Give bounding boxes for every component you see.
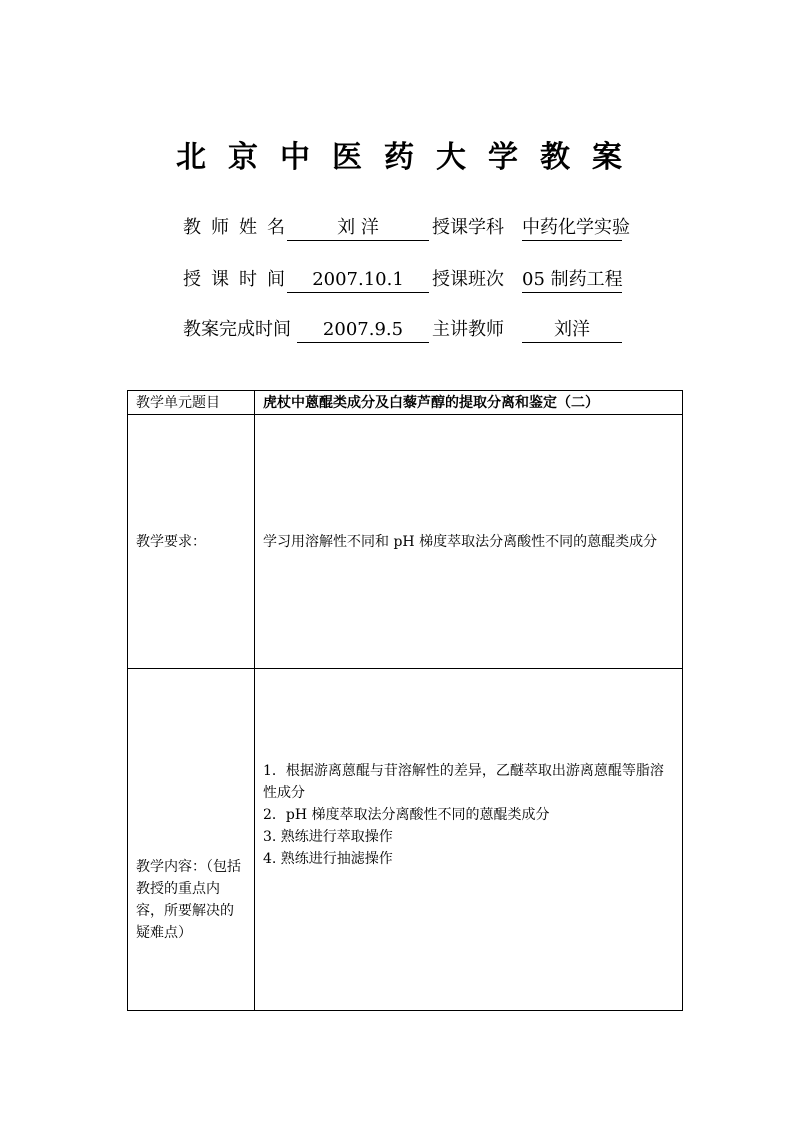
lecturer-label: 主讲教师 [432,319,504,340]
class-value: 05 制药工程 [522,266,622,293]
done-row [183,316,643,344]
content-item: 3. 熟练进行萃取操作 [263,828,393,845]
page-title: 北京中医药大学教案 [176,140,644,175]
unit-value: 虎杖中蒽醌类成分及白藜芦醇的提取分离和鉴定（二） [255,391,683,415]
teacher-row [183,214,643,242]
time-row [183,266,643,294]
teacher-label: 教师姓名 [183,217,295,238]
subject-label: 授课学科 [432,217,504,238]
content-item: 4. 熟练进行抽滤操作 [263,850,393,867]
done-label: 教案完成时间 [183,319,291,340]
unit-label: 教学单元题目 [128,391,255,415]
requirement-value: 学习用溶解性不同和 pH 梯度萃取法分离酸性不同的蒽醌类成分 [255,415,683,669]
content-list [263,760,674,870]
time-value: 2007.10.1 [287,266,429,293]
requirement-label: 教学要求： [128,415,255,669]
teacher-value: 刘 洋 [287,214,429,241]
lecturer-value: 刘洋 [522,316,622,343]
content-item: 1．根据游离蒽醌与苷溶解性的差异，乙醚萃取出游离蒽醌等脂溶性成分 [263,762,664,801]
content-cell [255,669,683,1011]
content-item: 2．pH 梯度萃取法分离酸性不同的蒽醌类成分 [263,806,550,823]
content-label: 教学内容：（包括教授的重点内容，所要解决的疑难点） [128,669,255,1011]
lesson-plan-table [127,390,683,1011]
class-label: 授课班次 [432,269,504,290]
subject-value: 中药化学实验 [522,214,622,241]
time-label: 授课时间 [183,269,295,290]
done-value: 2007.9.5 [297,316,429,343]
